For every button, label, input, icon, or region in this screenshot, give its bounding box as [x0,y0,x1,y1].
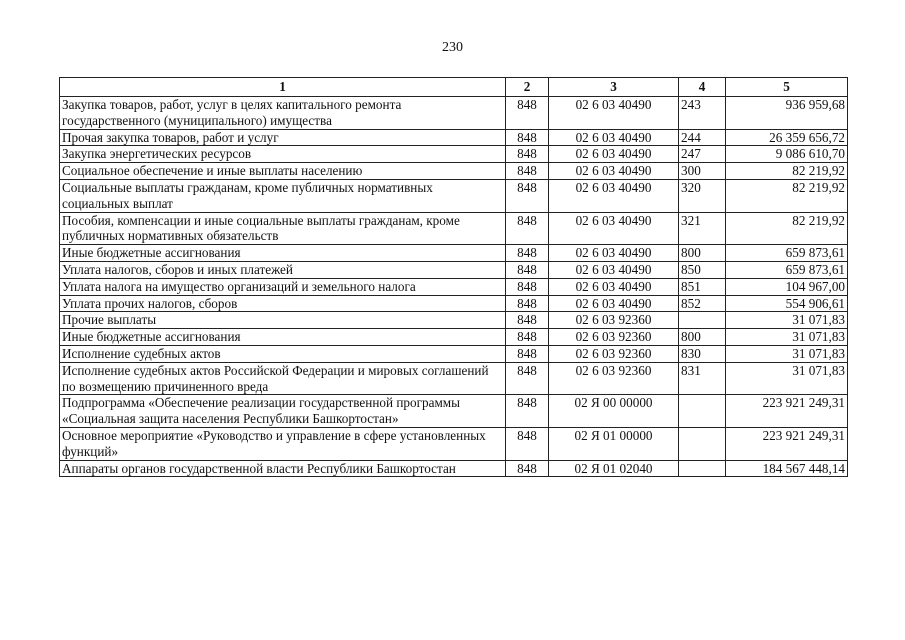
table-row [60,345,848,362]
cell-target-article: 02 6 03 40490 [549,212,679,245]
cell-target-article: 02 6 03 40490 [549,295,679,312]
cell-target-article: 02 Я 01 02040 [549,460,679,477]
cell-expense-type: 320 [679,179,726,212]
cell-admin-code: 848 [506,261,549,278]
header-col-2: 2 [506,78,549,97]
cell-expense-type: 800 [679,245,726,262]
cell-target-article: 02 6 03 40490 [549,146,679,163]
cell-target-article: 02 6 03 40490 [549,179,679,212]
cell-target-article: 02 6 03 40490 [549,163,679,180]
cell-expense-type: 300 [679,163,726,180]
cell-admin-code: 848 [506,278,549,295]
table-row [60,295,848,312]
cell-expense-type: 321 [679,212,726,245]
cell-name: Исполнение судебных актов [60,345,506,362]
cell-admin-code: 848 [506,395,549,428]
header-col-1: 1 [60,78,506,97]
cell-expense-type [679,460,726,477]
header-col-3: 3 [549,78,679,97]
cell-admin-code: 848 [506,329,549,346]
cell-target-article: 02 6 03 40490 [549,261,679,278]
cell-amount: 82 219,92 [726,163,848,180]
cell-amount: 659 873,61 [726,245,848,262]
table-row [60,212,848,245]
cell-name: Иные бюджетные ассигнования [60,245,506,262]
cell-admin-code: 848 [506,212,549,245]
cell-target-article: 02 6 03 40490 [549,278,679,295]
cell-target-article: 02 6 03 92360 [549,345,679,362]
table-row [60,395,848,428]
cell-name: Закупка энергетических ресурсов [60,146,506,163]
table-row [60,261,848,278]
cell-admin-code: 848 [506,146,549,163]
cell-name: Социальные выплаты гражданам, кроме публичных нормативных социальных выплат [60,179,506,212]
cell-name: Уплата налога на имущество организаций и земельного налога [60,278,506,295]
cell-admin-code: 848 [506,427,549,460]
cell-amount: 554 906,61 [726,295,848,312]
cell-amount: 31 071,83 [726,362,848,395]
header-col-4: 4 [679,78,726,97]
cell-amount: 31 071,83 [726,312,848,329]
cell-admin-code: 848 [506,345,549,362]
cell-name: Социальное обеспечение и иные выплаты населению [60,163,506,180]
cell-name: Аппараты органов государственной власти Республики Башкортостан [60,460,506,477]
cell-target-article: 02 6 03 92360 [549,362,679,395]
cell-admin-code: 848 [506,460,549,477]
cell-name: Прочая закупка товаров, работ и услуг [60,129,506,146]
cell-expense-type: 244 [679,129,726,146]
table-row [60,245,848,262]
cell-admin-code: 848 [506,129,549,146]
cell-amount: 31 071,83 [726,345,848,362]
cell-admin-code: 848 [506,312,549,329]
table-row [60,163,848,180]
cell-expense-type: 850 [679,261,726,278]
table-row [60,146,848,163]
cell-name: Закупка товаров, работ, услуг в целях капитального ремонта государственного (муниципального) имущества [60,97,506,130]
cell-expense-type: 852 [679,295,726,312]
table-row [60,278,848,295]
page-number: 230 [442,40,463,55]
budget-table [59,77,848,477]
table-row [60,362,848,395]
cell-admin-code: 848 [506,295,549,312]
cell-name: Основное мероприятие «Руководство и управление в сфере установленных функций» [60,427,506,460]
cell-name: Исполнение судебных актов Российской Федерации и мировых соглашений по возмещению причиненного вреда [60,362,506,395]
cell-admin-code: 848 [506,362,549,395]
cell-name: Уплата прочих налогов, сборов [60,295,506,312]
cell-name: Прочие выплаты [60,312,506,329]
cell-amount: 223 921 249,31 [726,427,848,460]
table-header-row [60,78,848,97]
cell-amount: 9 086 610,70 [726,146,848,163]
cell-name: Подпрограмма «Обеспечение реализации государственной программы «Социальная защита населения Республики Башкортостан» [60,395,506,428]
cell-amount: 936 959,68 [726,97,848,130]
cell-target-article: 02 Я 00 00000 [549,395,679,428]
cell-amount: 659 873,61 [726,261,848,278]
cell-target-article: 02 6 03 40490 [549,129,679,146]
cell-name: Пособия, компенсации и иные социальные выплаты гражданам, кроме публичных нормативных обязательств [60,212,506,245]
cell-amount: 104 967,00 [726,278,848,295]
cell-amount: 82 219,92 [726,212,848,245]
cell-target-article: 02 6 03 40490 [549,97,679,130]
table-row [60,329,848,346]
cell-expense-type [679,395,726,428]
table-row [60,179,848,212]
cell-expense-type: 851 [679,278,726,295]
cell-name: Уплата налогов, сборов и иных платежей [60,261,506,278]
cell-expense-type: 247 [679,146,726,163]
cell-amount: 82 219,92 [726,179,848,212]
cell-target-article: 02 6 03 92360 [549,329,679,346]
table-row [60,312,848,329]
cell-admin-code: 848 [506,97,549,130]
header-col-5: 5 [726,78,848,97]
cell-expense-type: 800 [679,329,726,346]
table-row [60,97,848,130]
table-body [60,97,848,477]
cell-target-article: 02 Я 01 00000 [549,427,679,460]
cell-admin-code: 848 [506,163,549,180]
cell-amount: 223 921 249,31 [726,395,848,428]
cell-target-article: 02 6 03 92360 [549,312,679,329]
cell-admin-code: 848 [506,179,549,212]
cell-expense-type [679,427,726,460]
table-row [60,129,848,146]
cell-amount: 26 359 656,72 [726,129,848,146]
table-row [60,460,848,477]
cell-admin-code: 848 [506,245,549,262]
cell-target-article: 02 6 03 40490 [549,245,679,262]
cell-expense-type: 831 [679,362,726,395]
cell-expense-type [679,312,726,329]
cell-expense-type: 830 [679,345,726,362]
table-row [60,427,848,460]
cell-amount: 31 071,83 [726,329,848,346]
cell-amount: 184 567 448,14 [726,460,848,477]
cell-expense-type: 243 [679,97,726,130]
cell-name: Иные бюджетные ассигнования [60,329,506,346]
